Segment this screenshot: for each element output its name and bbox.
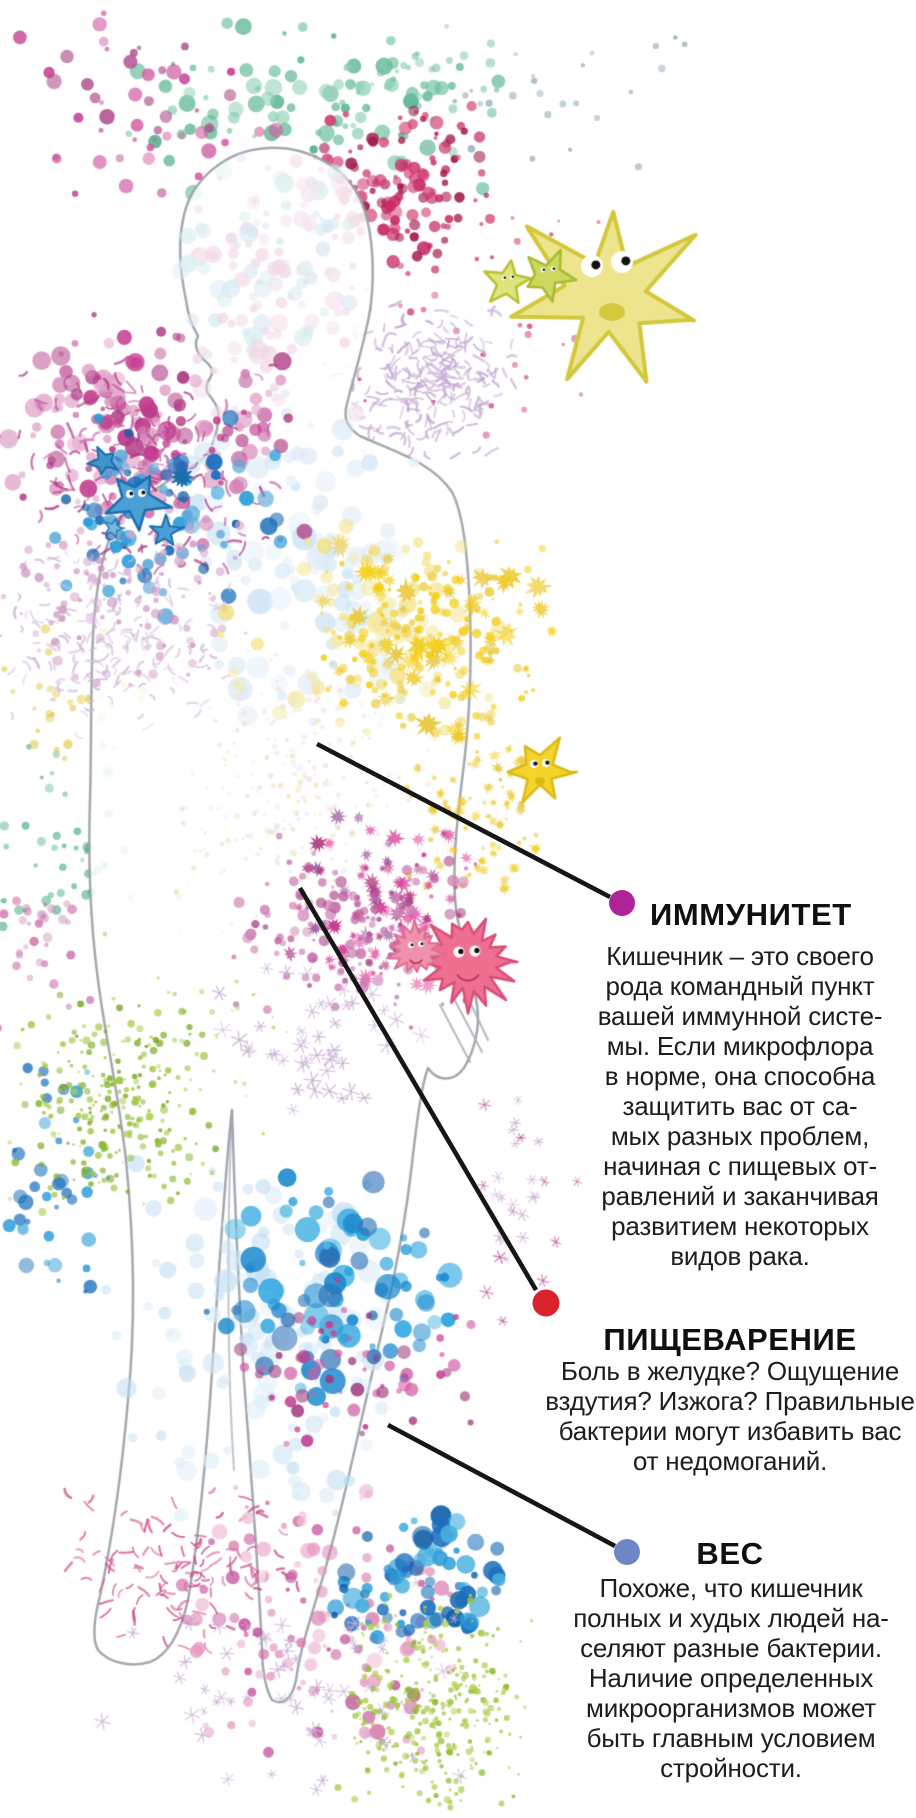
callout-text-line: мых разных проблем,: [610, 1121, 870, 1151]
callout-text-line: от недомоганий.: [632, 1446, 828, 1476]
callout-text-line: мы. Если микрофлора: [606, 1031, 874, 1061]
callout-text-line: Кишечник – это своего: [606, 941, 874, 971]
callout-text-line: Наличие определенных: [588, 1663, 874, 1693]
callout-text-line: защитить вас от са-: [622, 1091, 858, 1121]
callout-text-line: вашей иммунной систе-: [597, 1001, 883, 1031]
callout-text-line: бактерии могут избавить вас: [558, 1416, 902, 1446]
leader-line-digestion: [300, 888, 536, 1290]
callout-text-line: полных и худых людей на-: [573, 1603, 889, 1633]
callout-body-immunity: [528, 941, 916, 1271]
callout-text-line: вздутия? Изжога? Правильные: [545, 1386, 915, 1416]
callout-body-weight: [520, 1573, 916, 1783]
callout-dot-digestion: [533, 1290, 560, 1317]
callout-text-line: быть главным условием: [586, 1723, 876, 1753]
callout-text-line: микроорганизмов может: [586, 1693, 876, 1723]
callout-text-line: в норме, она способна: [604, 1061, 876, 1091]
callout-text-line: рода командный пункт: [605, 971, 875, 1001]
callout-text-line: развитием некоторых: [611, 1211, 869, 1241]
callout-title-weight: ВЕС: [696, 1536, 764, 1571]
callout-text-line: Боль в желудке? Ощущение: [560, 1356, 900, 1386]
callout-text-line: равлений и заканчивая: [601, 1181, 879, 1211]
callout-dot-immunity: [609, 890, 635, 916]
callout-text-line: стройности.: [660, 1753, 802, 1783]
leader-line-immunity: [317, 744, 610, 897]
callout-text-line: селяют разные бактерии.: [580, 1633, 882, 1663]
callout-body-digestion: [520, 1356, 916, 1476]
callout-title-immunity: ИММУНИТЕТ: [650, 897, 852, 932]
callout-text-line: начиная с пищевых от-: [603, 1151, 877, 1181]
callout-text-line: Похоже, что кишечник: [599, 1573, 863, 1603]
callout-title-digestion: ПИЩЕВАРЕНИЕ: [603, 1322, 857, 1357]
callout-text-line: видов рака.: [670, 1241, 810, 1271]
